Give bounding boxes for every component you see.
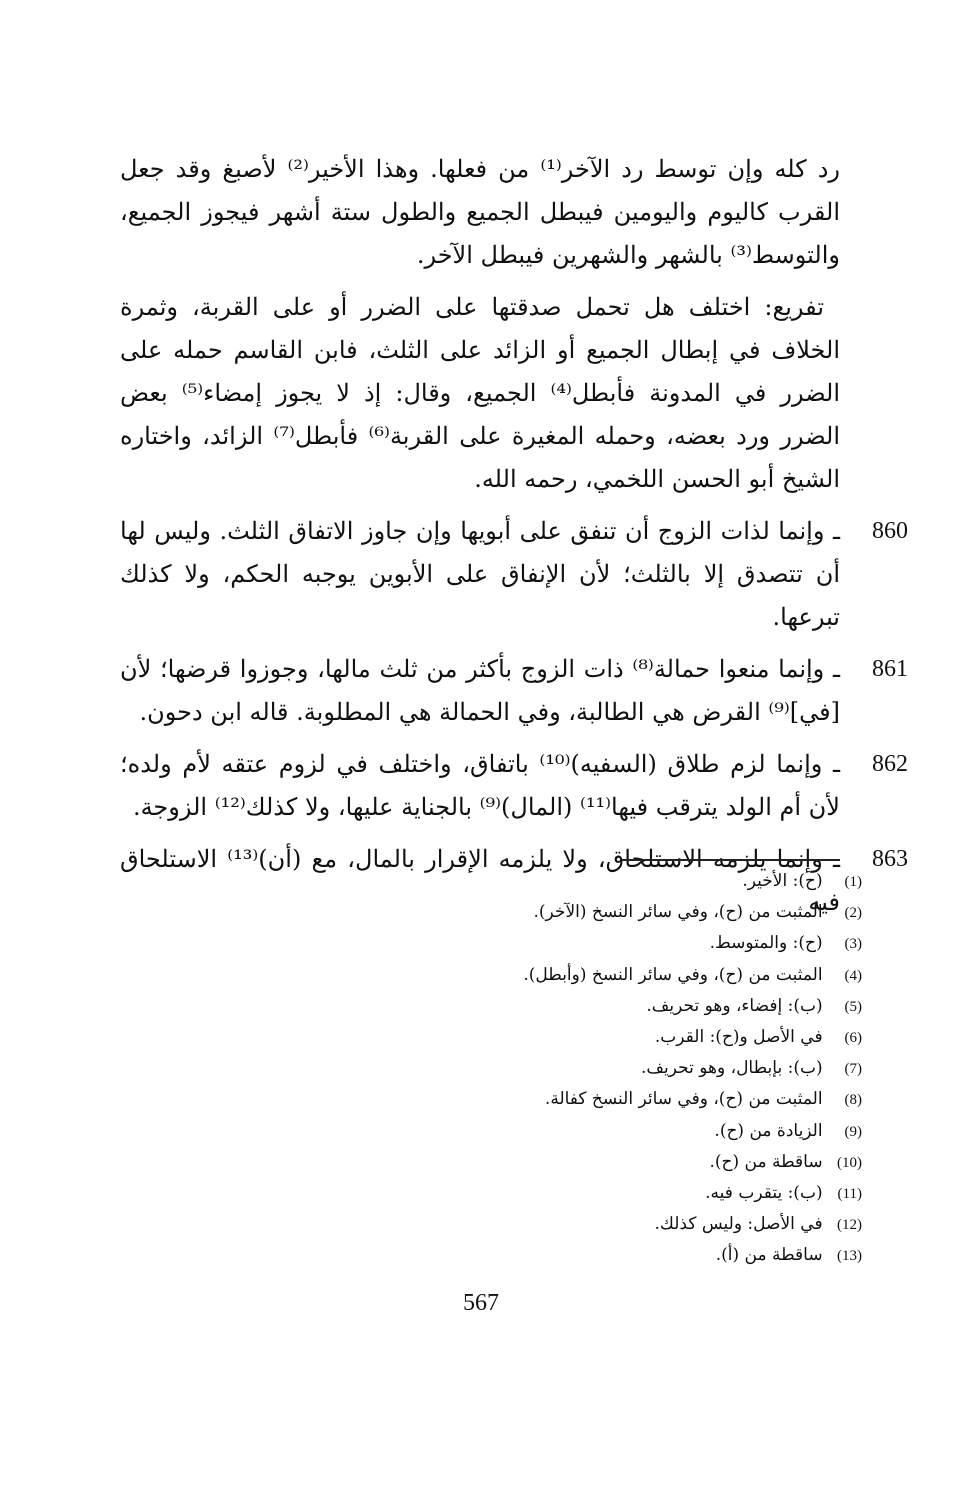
footnote-number: (1) xyxy=(844,874,862,890)
footnote-number: (10) xyxy=(837,1154,862,1171)
footnote xyxy=(300,928,862,959)
footnote-number: (7) xyxy=(844,1061,862,1078)
footnote-number: (6) xyxy=(844,1030,862,1047)
footnote-text: المثبت من (ح)، وفي سائر النسخ (وأبطل). xyxy=(523,964,823,985)
footnote-number: (3) xyxy=(844,936,862,953)
issue-862 xyxy=(120,743,908,829)
issue-860 xyxy=(120,510,908,639)
footnote-text: (ح): والمتوسط. xyxy=(709,933,823,954)
footnotes-list xyxy=(300,866,862,1272)
issue-text: ـ وإنما لزم طلاق (السفيه)⁽¹⁰⁾ باتفاق، واختلف في لزوم عتقه لأم ولده؛ لأن أم الولد يترقب فيها⁽¹¹⁾ (المال)⁽⁹⁾ بالجناية عليها، ولا كذلك⁽¹²⁾ الزوجة. xyxy=(120,750,841,821)
footnote xyxy=(300,1053,862,1084)
footnote-text: المثبت من (ح)، وفي سائر النسخ (الآخر). xyxy=(533,902,823,923)
footnote xyxy=(300,1022,862,1053)
footnote-text: (ب): إفضاء، وهو تحريف. xyxy=(646,995,823,1016)
issue-number: 863 xyxy=(872,846,908,872)
issue-text: ـ وإنما منعوا حمالة⁽⁸⁾ ذات الزوج بأكثر من ثلث مالها، وجوزوا قرضها؛ لأن [في]⁽⁹⁾ القرض هي الطالبة، وفي الحمالة هي المطلوبة. قاله ابن دحون. xyxy=(120,655,840,726)
page-number: 567 xyxy=(463,1290,499,1316)
footnote-text: (ح): الأخير. xyxy=(742,871,823,891)
footnote-number: (4) xyxy=(844,967,862,984)
footnote xyxy=(300,897,862,928)
footnote xyxy=(300,1178,862,1209)
footnote-number: (9) xyxy=(844,1123,862,1140)
issue-number: 860 xyxy=(872,518,908,544)
footnote-text: (ب): بإبطال، وهو تحريف. xyxy=(641,1058,823,1079)
issue-861 xyxy=(120,648,908,734)
intro-paragraph: رد كله وإن توسط رد الآخر⁽¹⁾ من فعلها. وهذا الأخير⁽²⁾ لأصبغ وقد جعل القرب كاليوم واليومين فيبطل الجميع والطول ستة أشهر فيجوز الجميع، والتوسط⁽³⁾ بالشهر والشهرين فيبطل الآخر. xyxy=(120,155,840,269)
footnote xyxy=(300,991,862,1022)
footnote-number: (2) xyxy=(844,905,862,922)
footnote xyxy=(300,1240,862,1271)
footnote xyxy=(300,1147,862,1178)
footnote xyxy=(300,960,862,991)
footnote-text: في الأصل و(ح): القرب. xyxy=(654,1027,823,1048)
footnote-number: (5) xyxy=(844,998,862,1015)
footnote xyxy=(300,1084,862,1115)
footnote-divider xyxy=(622,859,840,861)
footnote xyxy=(300,1209,862,1240)
footnote-number: (13) xyxy=(837,1248,862,1265)
main-text xyxy=(120,148,908,933)
branch-paragraph: تفريع: اختلف هل تحمل صدقتها على الضرر أو على القربة، وثمرة الخلاف في إبطال الجميع أو الزائد على الثلث، فابن القاسم حمله على الضرر في المدونة فأبطل⁽⁴⁾ الجميع، وقال: إذ لا يجوز إمضاء⁽⁵⁾ بعض الضرر ورد بعضه، وحمله المغيرة على القربة⁽⁶⁾ فأبطل⁽⁷⁾ الزائد، واختاره الشيخ أبو الحسن اللخمي، رحمه الله. xyxy=(120,293,840,493)
footnote-number: (12) xyxy=(837,1217,862,1234)
footnote xyxy=(300,866,862,897)
footnote-text: ساقطة من (ح). xyxy=(709,1151,823,1172)
issue-text: ـ وإنما لذات الزوج أن تنفق على أبويها وإن جاوز الاتفاق الثلث. وليس لها أن تتصدق إلا بالثلث؛ لأن الإنفاق على الأبوين يوجبه الحكم، ولا كذلك تبرعها. xyxy=(120,517,840,631)
issue-number: 861 xyxy=(872,656,908,682)
issue-text: ـ وإنما يلزمه الاستلحاق، ولا يلزمه الإقرار بالمال، مع (أن)⁽¹³⁾ الاستلحاق فيه xyxy=(120,845,840,916)
footnote-number: (8) xyxy=(844,1092,862,1109)
footnote-number: (11) xyxy=(837,1186,862,1203)
footnote-text: المثبت من (ح)، وفي سائر النسخ كفالة. xyxy=(544,1089,823,1110)
footnote-text: الزيادة من (ح). xyxy=(714,1120,823,1141)
issue-number: 862 xyxy=(872,751,908,777)
footnote-text: (ب): يتقرب فيه. xyxy=(705,1183,823,1204)
footnote xyxy=(300,1116,862,1147)
footnote-text: في الأصل: وليس كذلك. xyxy=(654,1214,823,1235)
footnote-text: ساقطة من (أ). xyxy=(715,1245,823,1266)
